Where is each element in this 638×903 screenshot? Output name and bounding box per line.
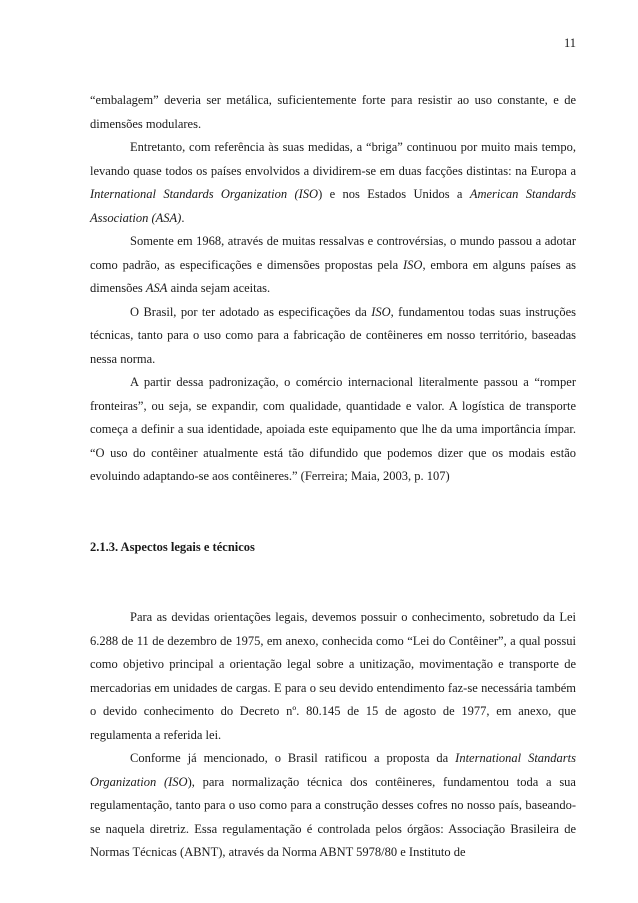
- paragraph-2-text-e: .: [181, 210, 185, 225]
- paragraph-4-iso: ISO: [371, 304, 391, 319]
- paragraph-7-iso-name: International Standarts Organization (ISO: [90, 751, 576, 789]
- page-number: 11: [563, 36, 576, 50]
- document-body: [90, 89, 576, 865]
- paragraph-3: [90, 230, 576, 301]
- paragraph-4-text-c: , fundamentou todas suas instruções técnicas, tanto para o uso como para a fabricação de contêineres em nosso território, baseadas nessa norma.: [90, 304, 576, 366]
- paragraph-6: Para as devidas orientações legais, devemos possuir o conhecimento, sobretudo da Lei 6.288 de 11 de dezembro de 1975, em anexo, conhecida como “Lei do Contêiner”, a qual possui como objetivo principal a orientação legal sobre a unitização, movimentação e transporte de mercadorias em unidades de cargas. E para o seu devido entendimento faz-se necessária também o devido conhecimento do Decreto nº. 80.145 de 15 de agosto de 1977, em anexo, que regulamenta a referida lei.: [90, 610, 576, 742]
- paragraph-3-text-a: Somente em 1968, através de muitas ressalvas e controvérsias, o mundo passou a adotar como padrão, as especificações e dimensões propostas pela: [90, 234, 576, 272]
- paragraph-4: [90, 301, 576, 372]
- paragraph-2-asa-name: American Standards Association (ASA): [90, 187, 576, 225]
- paragraph-7-text-c: ), para normalização técnica dos contêineres, fundamentou toda a sua regulamentação, tanto para o uso como para a construção desses cofres no nosso país, baseando-se naquela diretriz. Essa regulamentação é controlada pelos órgãos: Associação Brasileira de Normas Técnicas (ABNT), através da Norma ABNT 5978/80 e Instituto de: [90, 774, 576, 859]
- paragraph-4-text-a: O Brasil, por ter adotado as especificações da: [130, 304, 372, 319]
- paragraph-3-text-e: ainda sejam aceitas.: [167, 281, 271, 295]
- paragraph-2: [90, 136, 576, 230]
- paragraph-7-text-a: Conforme já mencionado, o Brasil ratificou a proposta da: [130, 751, 456, 765]
- paragraph-3-text-c: , embora em alguns países as dimensões: [90, 257, 576, 295]
- spacer: [90, 559, 576, 606]
- paragraph-2-iso-name: International Standards Organization (ISO: [90, 187, 319, 201]
- paragraph-3-asa: ASA: [145, 281, 168, 295]
- spacer: [90, 489, 576, 536]
- paragraph-7: [90, 747, 576, 865]
- paragraph-2-text-a: Entretanto, com referência às suas medidas, a “briga” continuou por muito mais tempo, levando quase todos os países envolvidos a dividirem-se em duas facções distintas: na Europa a: [90, 140, 576, 178]
- paragraph-2-text-c: ) e nos Estados Unidos a: [318, 187, 470, 201]
- section-heading: 2.1.3. Aspectos legais e técnicos: [90, 539, 255, 554]
- paragraph-1: “embalagem” deveria ser metálica, suficientemente forte para resistir ao uso constante, e de dimensões modulares.: [90, 93, 576, 131]
- paragraph-3-iso: ISO: [403, 257, 423, 272]
- paragraph-5: A partir dessa padronização, o comércio internacional literalmente passou a “romper fronteiras”, ou seja, se expandir, com qualidade, quantidade e valor. A logística de transporte começa a definir a sua identidade, apoiada este equipamento que lhe da uma importância ímpar. “O uso do contêiner atualmente está tão difundido que podemos dizer que os modais estão evoluindo adaptando-se aos contêineres.” (Ferreira; Maia, 2003, p. 107): [90, 375, 576, 483]
